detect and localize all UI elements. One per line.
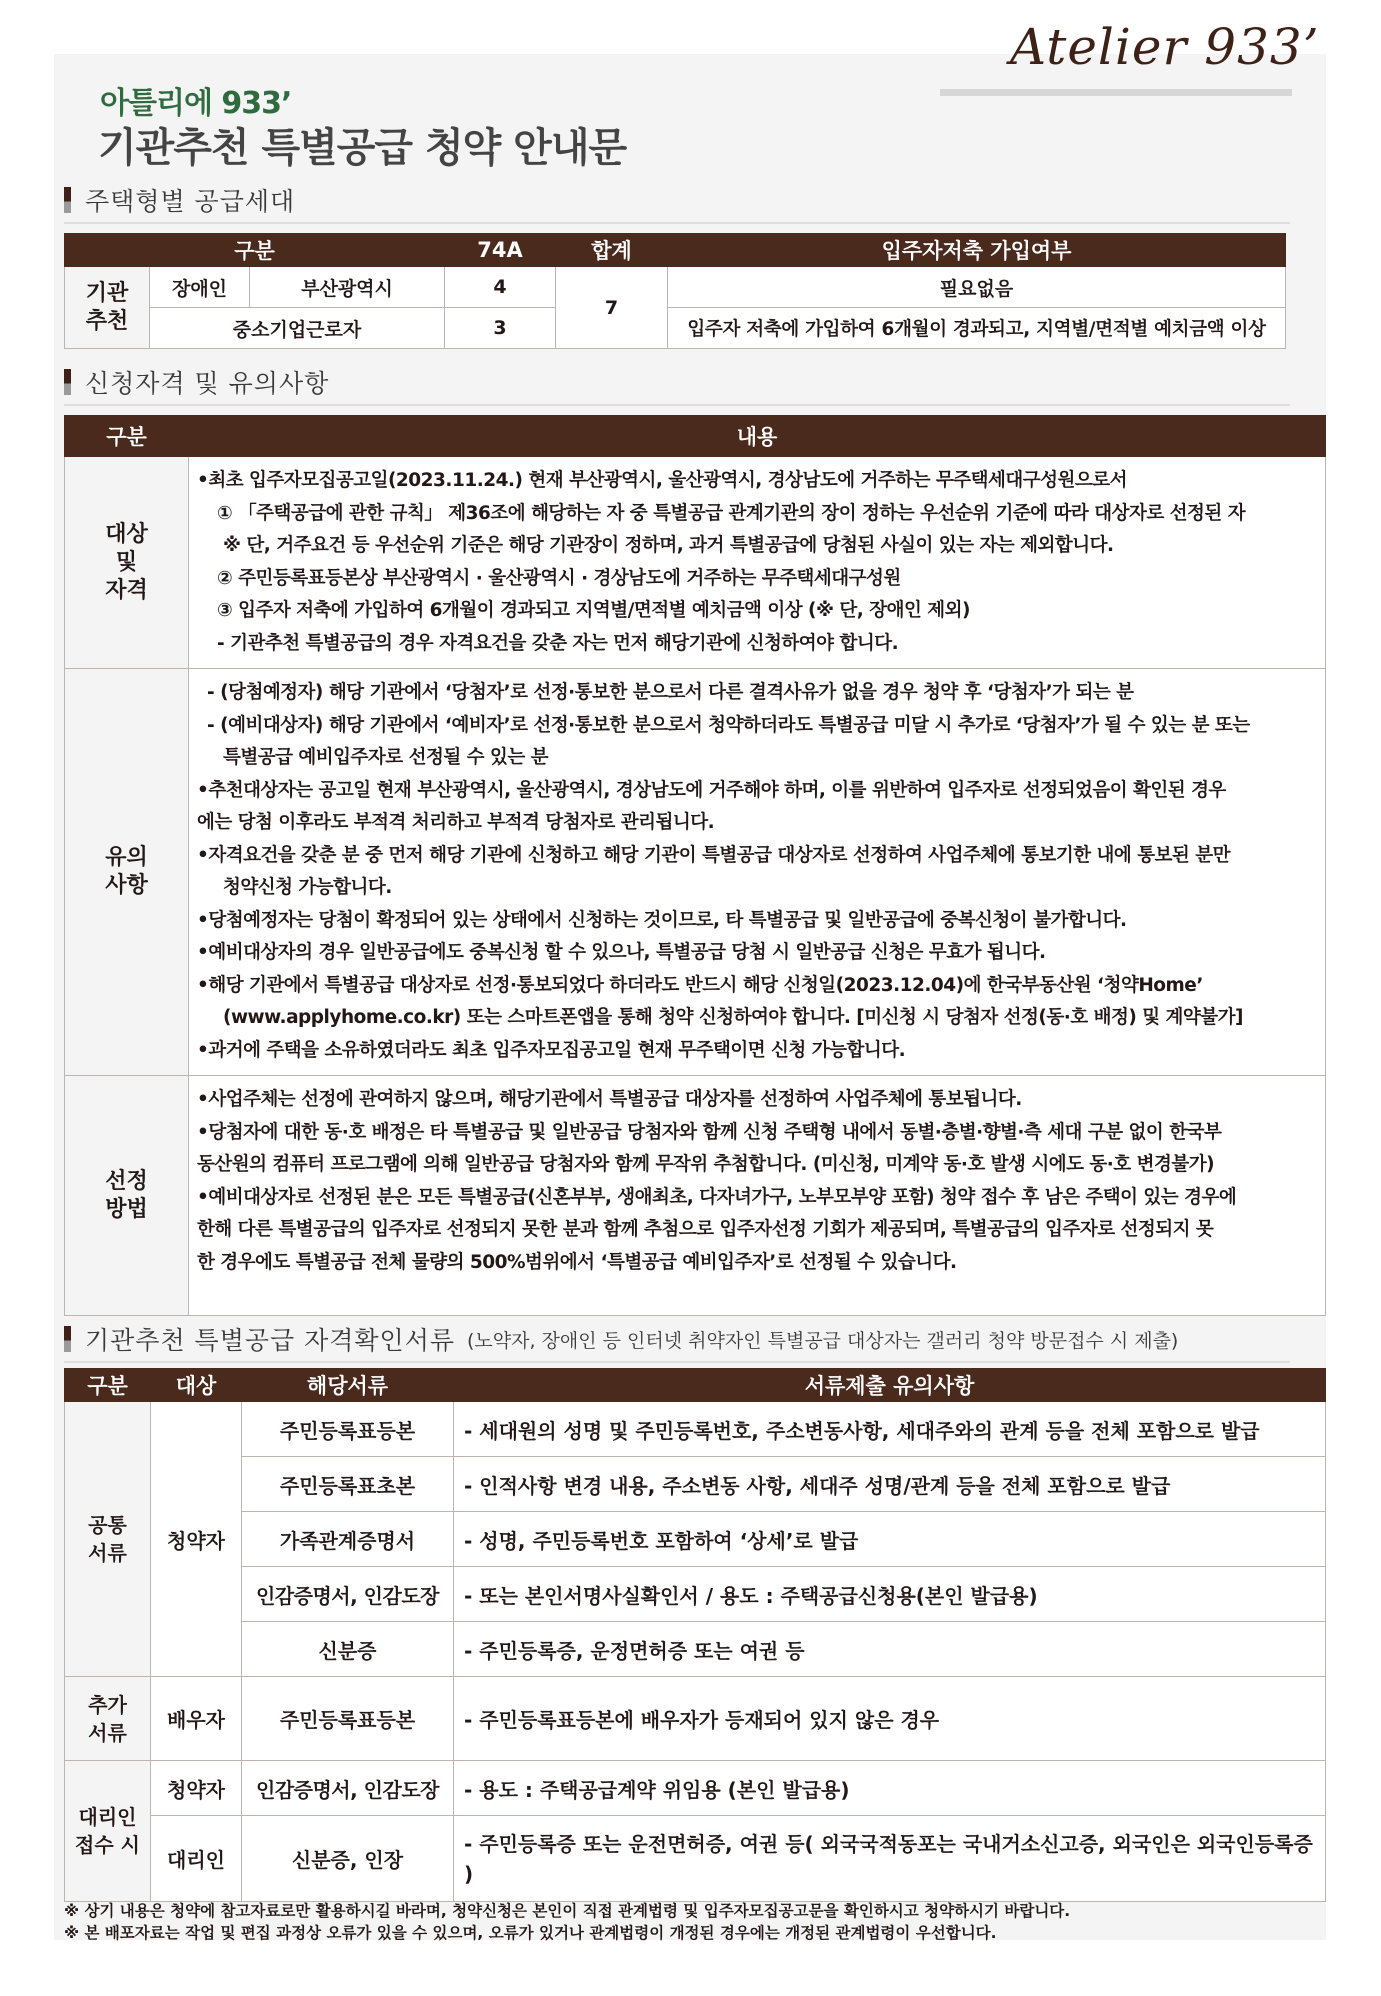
header-target: 대상 bbox=[151, 1369, 242, 1402]
cell-requirement: 입주자 저축에 가입하여 6개월이 경과되고, 지역별/면적별 예치금액 이상 bbox=[668, 308, 1286, 349]
header-category: 구분 bbox=[65, 1369, 151, 1402]
table-row bbox=[65, 457, 1326, 669]
cell-note: - 주민등록증 또는 운전면허증, 여권 등( 외국국적동포는 국내거소신고증, 외국인은 외국인등록증 ) bbox=[454, 1816, 1326, 1902]
content-line: •해당 기관에서 특별공급 대상자로 선정·통보되었다 하더라도 반드시 해당 신청일(2023.12.04)에 한국부동산원 ‘청약Home’ bbox=[197, 974, 1203, 996]
table-header-row bbox=[65, 416, 1326, 457]
divider bbox=[64, 222, 1290, 224]
content-line: ※ 단, 거주요건 등 우선순위 기준은 해당 기관장이 정하며, 과거 특별공급에 당첨된 사실이 있는 자는 제외합니다. bbox=[223, 535, 1114, 556]
cell-note: - 용도 : 주택공급계약 위임용 (본인 발급용) bbox=[454, 1761, 1326, 1816]
project-name: 아틀리에 933’ bbox=[100, 86, 292, 121]
notice-content bbox=[189, 669, 1326, 1076]
content-line: ② 주민등록표등본상 부산광역시 · 울산광역시 · 경상남도에 거주하는 무주택세대구성원 bbox=[217, 567, 901, 589]
table-row bbox=[65, 669, 1326, 1076]
content-line: 특별공급 예비입주자로 선정될 수 있는 분 bbox=[223, 747, 549, 768]
brand-underline bbox=[940, 89, 1292, 96]
content-line: •당첨예정자는 당첨이 확정되어 있는 상태에서 신청하는 것이므로, 타 특별공급 및 일반공급에 중복신청이 불가합니다. bbox=[197, 909, 1127, 931]
cell-target: 배우자 bbox=[151, 1677, 242, 1761]
cell-document: 주민등록표등본 bbox=[242, 1402, 454, 1457]
page-title: 기관추천 특별공급 청약 안내문 bbox=[98, 125, 627, 171]
cell-document: 신분증, 인장 bbox=[242, 1816, 454, 1902]
cell-target: 청약자 bbox=[151, 1761, 242, 1816]
cell-region: 부산광역시 bbox=[250, 267, 445, 308]
eligibility-table bbox=[64, 415, 1326, 1316]
table-row bbox=[65, 1816, 1326, 1902]
content-line: ③ 입주자 저축에 가입하여 6개월이 경과되고 지역별/면적별 예치금액 이상 (※ 단, 장애인 제외) bbox=[217, 600, 970, 621]
group-label: 기관 추천 bbox=[65, 267, 150, 349]
content-line: - (당첨예정자) 해당 기관에서 ‘당첨자’로 선정·통보한 분으로서 다른 결격사유가 없을 경우 청약 후 ‘당첨자’가 되는 분 bbox=[207, 682, 1134, 703]
content-line: •당첨자에 대한 동·호 배정은 타 특별공급 및 일반공급 당첨자와 함께 신청 주택형 내에서 동별·층별·향별·측 세대 구분 없이 한국부 bbox=[197, 1121, 1222, 1143]
cell-document: 주민등록표등본 bbox=[242, 1677, 454, 1761]
row-label-notice: 유의 사항 bbox=[65, 669, 189, 1076]
footer-note: ※ 본 배포자료는 작업 및 편집 과정상 오류가 있을 수 있으며, 오류가 있거나 관계법령이 개정된 경우에는 개정된 관계법령이 우선합니다. bbox=[64, 1924, 997, 1942]
cell-note: - 세대원의 성명 및 주민등록번호, 주소변동사항, 세대주와의 관계 등을 전체 포함으로 발급 bbox=[454, 1402, 1326, 1457]
header-type: 74A bbox=[445, 234, 556, 267]
header-savings: 입주자저축 가입여부 bbox=[668, 234, 1286, 267]
cell-note: - 또는 본인서명사실확인서 / 용도 : 주택공급신청용(본인 발급용) bbox=[454, 1567, 1326, 1622]
documents-table bbox=[64, 1368, 1326, 1902]
cell-total: 7 bbox=[556, 267, 668, 349]
row-label-qualification: 대상 및 자격 bbox=[65, 457, 189, 669]
footer-note: ※ 상기 내용은 청약에 참고자료로만 활용하시길 바라며, 청약신청은 본인이 직접 관계법령 및 입주자모집공고문을 확인하시고 청약하시기 바랍니다. bbox=[64, 1902, 1071, 1920]
table-row bbox=[65, 1761, 1326, 1816]
content-line: •사업주체는 선정에 관여하지 않으며, 해당기관에서 특별공급 대상자를 선정하여 사업주체에 통보됩니다. bbox=[197, 1089, 1022, 1110]
header-total: 합계 bbox=[556, 234, 668, 267]
content-line: •과거에 주택을 소유하였더라도 최초 입주자모집공고일 현재 무주택이면 신청 가능합니다. bbox=[197, 1039, 906, 1061]
content-line: •예비대상자의 경우 일반공급에도 중복신청 할 수 있으나, 특별공급 당첨 시 일반공급 신청은 무효가 됩니다. bbox=[197, 942, 1046, 963]
content-line: 한해 다른 특별공급의 입주자로 선정되지 못한 분과 함께 추첨으로 입주자선정 기회가 제공되며, 특별공급의 입주자로 선정되지 못 bbox=[197, 1219, 1214, 1240]
table-row bbox=[65, 1402, 1326, 1457]
divider bbox=[64, 1361, 1290, 1363]
content-line: ① 「주택공급에 관한 규칙」 제36조에 해당하는 자 중 특별공급 관계기관의 장이 정하는 우선순위 기준에 따라 대상자로 선정된 자 bbox=[217, 502, 1246, 524]
table-row bbox=[65, 1512, 1326, 1567]
content-line: 동산원의 컴퓨터 프로그램에 의해 일반공급 당첨자와 함께 무작위 추첨합니다. (미신청, 미계약 동·호 발생 시에도 동·호 변경불가) bbox=[197, 1154, 1215, 1175]
header-category: 구분 bbox=[65, 416, 189, 457]
header-content: 내용 bbox=[189, 416, 1326, 457]
cell-document: 인감증명서, 인감도장 bbox=[242, 1567, 454, 1622]
cell-document: 가족관계증명서 bbox=[242, 1512, 454, 1567]
table-row bbox=[65, 1677, 1326, 1761]
cell-note: - 인적사항 변경 내용, 주소변동 사항, 세대주 성명/관계 등을 전체 포함으로 발급 bbox=[454, 1457, 1326, 1512]
content-line: •예비대상자로 선정된 분은 모든 특별공급(신혼부부, 생애최초, 다자녀가구, 노부모부양 포함) 청약 접수 후 남은 주택이 있는 경우에 bbox=[197, 1186, 1237, 1208]
table-row bbox=[65, 1076, 1326, 1316]
cell-document: 신분증 bbox=[242, 1622, 454, 1677]
content-line: - (예비대상자) 해당 기관에서 ‘예비자’로 선정·통보한 분으로서 청약하더라도 특별공급 미달 시 추가로 ‘당첨자’가 될 수 있는 분 또는 bbox=[207, 714, 1250, 736]
table-row bbox=[65, 308, 1286, 349]
table-row bbox=[65, 1622, 1326, 1677]
footer-notes bbox=[64, 1900, 1070, 1944]
section-bar-icon bbox=[64, 369, 71, 395]
content-line: •자격요건을 갖춘 분 중 먼저 해당 기관에 신청하고 해당 기관이 특별공급 대상자로 선정하여 사업주체에 통보기한 내에 통보된 분만 bbox=[197, 844, 1230, 866]
row-label-common: 공통 서류 bbox=[65, 1402, 151, 1677]
cell-target: 청약자 bbox=[151, 1402, 242, 1677]
content-line: - 기관추천 특별공급의 경우 자격요건을 갖춘 자는 먼저 해당기관에 신청하여야 합니다. bbox=[217, 632, 899, 654]
section-heading-supply: 주택형별 공급세대 bbox=[64, 183, 295, 217]
table-row bbox=[65, 1567, 1326, 1622]
cell-requirement: 필요없음 bbox=[668, 267, 1286, 308]
table-row bbox=[65, 1457, 1326, 1512]
brand-logo: Atelier 933’ bbox=[1010, 18, 1320, 76]
section-heading-documents: 기관추천 특별공급 자격확인서류 (노약자, 장애인 등 인터넷 취약자인 특별공급 대상자는 갤러리 청약 방문접수 시 제출) bbox=[64, 1322, 1178, 1356]
content-line: (www.applyhome.co.kr) 또는 스마트폰앱을 통해 청약 신청하여야 합니다. [미신청 시 당첨자 선정(동·호 배정) 및 계약불가] bbox=[223, 1007, 1243, 1028]
cell-note: - 성명, 주민등록번호 포함하여 ‘상세’로 발급 bbox=[454, 1512, 1326, 1567]
header-category: 구분 bbox=[65, 234, 445, 267]
cell-target: 대리인 bbox=[151, 1816, 242, 1902]
header-document: 해당서류 bbox=[242, 1369, 454, 1402]
cell-count: 3 bbox=[445, 308, 556, 349]
row-label-additional: 추가 서류 bbox=[65, 1677, 151, 1761]
divider bbox=[64, 404, 1290, 406]
content-line: •추천대상자는 공고일 현재 부산광역시, 울산광역시, 경상남도에 거주해야 하며, 이를 위반하여 입주자로 선정되었음이 확인된 경우 bbox=[197, 779, 1226, 801]
row-label-proxy: 대리인 접수 시 bbox=[65, 1761, 151, 1902]
supply-table bbox=[64, 233, 1286, 349]
table-header-row bbox=[65, 1369, 1326, 1402]
table-row bbox=[65, 267, 1286, 308]
cell-category: 장애인 bbox=[150, 267, 250, 308]
content-line: 한 경우에도 특별공급 전체 물량의 500%범위에서 ‘특별공급 예비입주자’로 선정될 수 있습니다. bbox=[197, 1251, 957, 1273]
cell-category: 중소기업근로자 bbox=[150, 308, 445, 349]
selection-content bbox=[189, 1076, 1326, 1316]
cell-document: 주민등록표초본 bbox=[242, 1457, 454, 1512]
content-line: 에는 당첨 이후라도 부적격 처리하고 부적격 당첨자로 관리됩니다. bbox=[197, 812, 715, 833]
section-bar-icon bbox=[64, 1326, 71, 1352]
content-line: 청약신청 가능합니다. bbox=[223, 877, 392, 898]
cell-count: 4 bbox=[445, 267, 556, 308]
section-bar-icon bbox=[64, 187, 71, 213]
qualification-content bbox=[189, 457, 1326, 669]
table-header-row bbox=[65, 234, 1286, 267]
cell-document: 인감증명서, 인감도장 bbox=[242, 1761, 454, 1816]
row-label-selection: 선정 방법 bbox=[65, 1076, 189, 1316]
cell-note: - 주민등록증, 운정면허증 또는 여권 등 bbox=[454, 1622, 1326, 1677]
header-notes: 서류제출 유의사항 bbox=[454, 1369, 1326, 1402]
section-heading-eligibility: 신청자격 및 유의사항 bbox=[64, 365, 329, 399]
content-line: •최초 입주자모집공고일(2023.11.24.) 현재 부산광역시, 울산광역시, 경상남도에 거주하는 무주택세대구성원으로서 bbox=[197, 470, 1128, 491]
cell-note: - 주민등록표등본에 배우자가 등재되어 있지 않은 경우 bbox=[454, 1677, 1326, 1761]
